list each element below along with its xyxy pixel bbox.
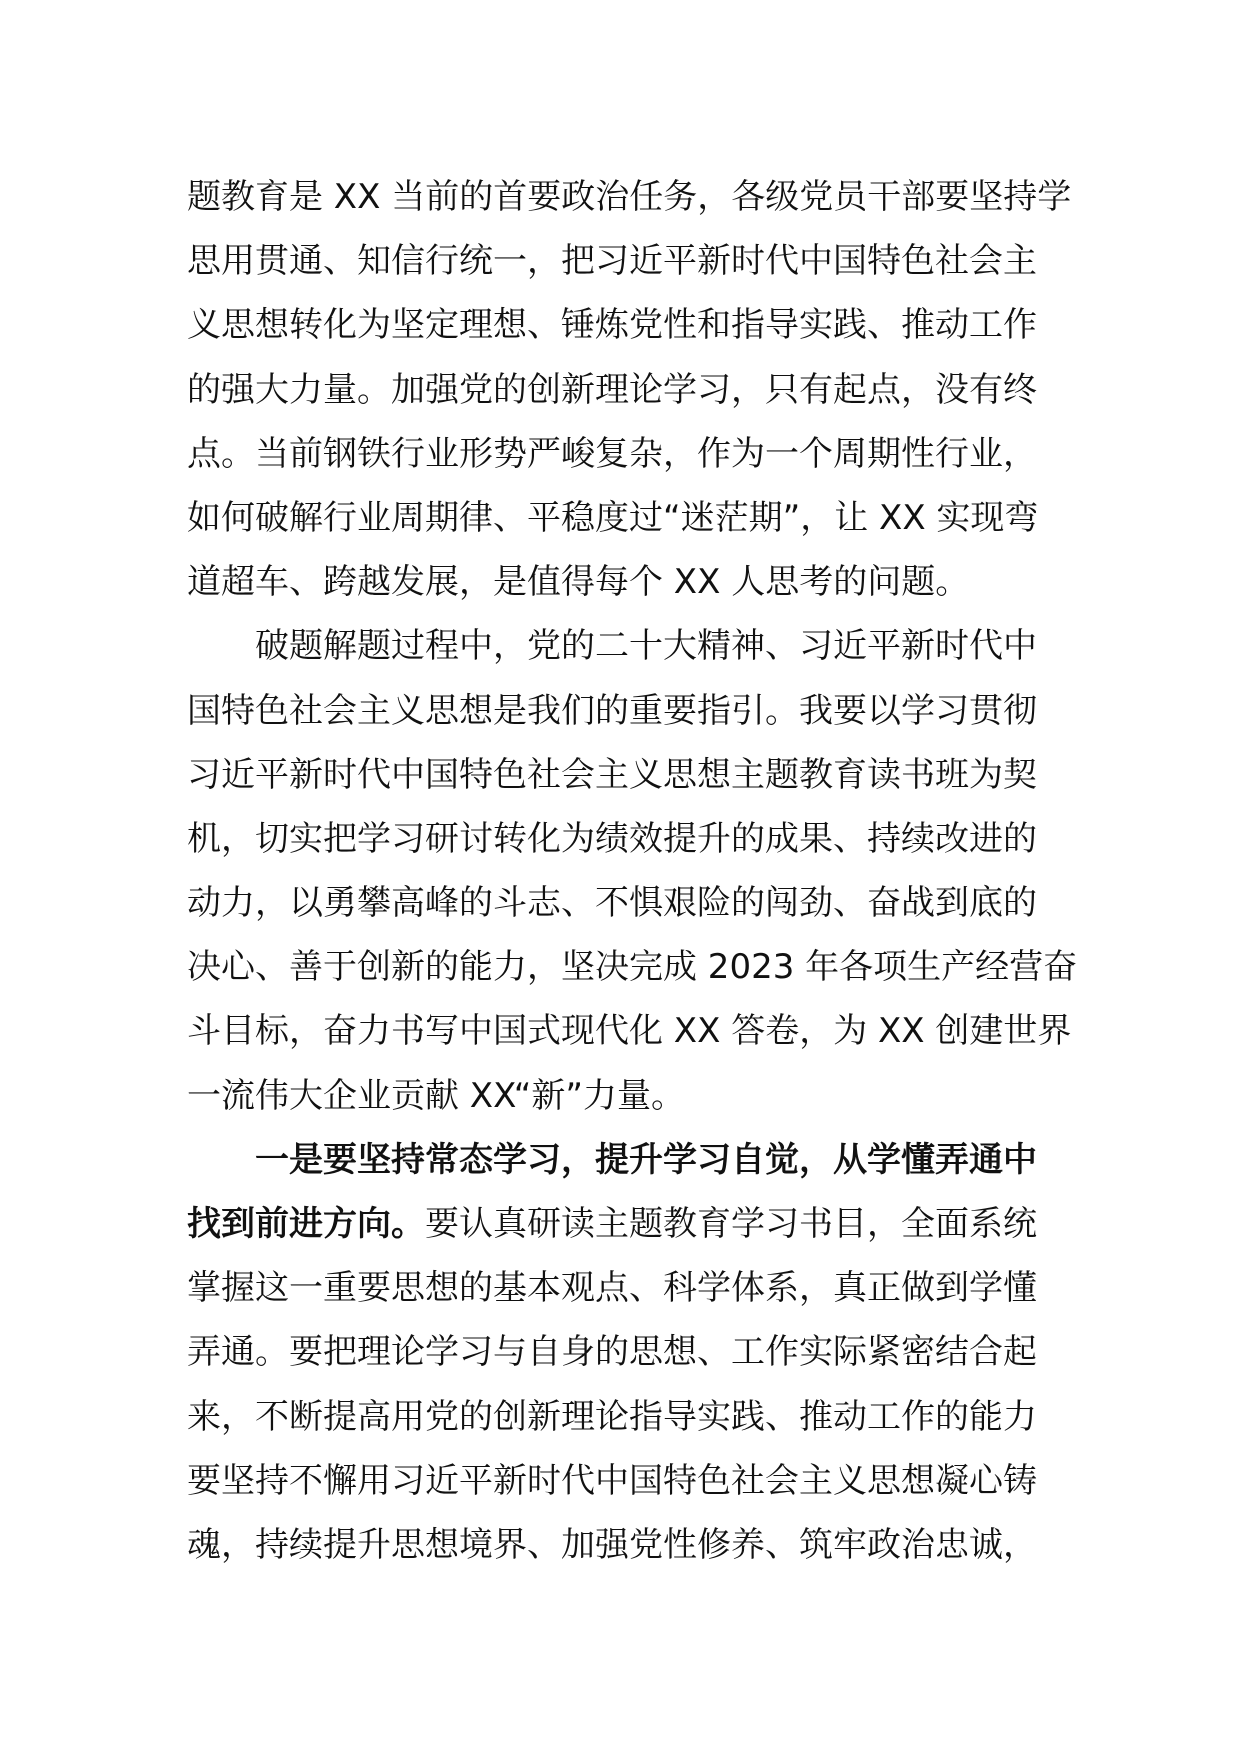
paragraph-line: 道超车、跨越发展，是值得每个 XX 人思考的问题。 xyxy=(187,562,970,603)
section-heading-line: 一是要坚持常态学习，提升学习自觉，从学懂弄通中 xyxy=(255,1139,1037,1180)
paragraph-line: 一流伟大企业贡献 XX“新”力量。 xyxy=(187,1075,685,1116)
paragraph-line: 来，不断提高用党的创新理论指导实践、推动工作的能力 xyxy=(187,1396,1037,1437)
paragraph-line: 要坚持不懈用习近平新时代中国特色社会主义思想凝心铸 xyxy=(187,1460,1037,1501)
paragraph-line: 掌握这一重要思想的基本观点、科学体系，真正做到学懂 xyxy=(187,1268,1037,1309)
section-text: 要认真研读主题教育学习书目，全面系统 xyxy=(425,1204,1037,1244)
section-heading-continuation xyxy=(187,1192,1055,1256)
paragraph-first-line: 破题解题过程中，党的二十大精神、习近平新时代中 xyxy=(255,626,1037,667)
paragraph-line: 国特色社会主义思想是我们的重要指引。我要以学习贯彻 xyxy=(187,690,1037,731)
paragraph-line: 义思想转化为坚定理想、锤炼党性和指导实践、推动工作 xyxy=(187,305,1037,346)
paragraph-line: 斗目标，奋力书写中国式现代化 XX 答卷，为 XX 创建世界 xyxy=(187,1011,1072,1052)
paragraph-line: 思用贯通、知信行统一，把习近平新时代中国特色社会主 xyxy=(187,241,1037,282)
paragraph-line: 题教育是 XX 当前的首要政治任务，各级党员干部要坚持学 xyxy=(187,177,1072,217)
paragraph-line: 习近平新时代中国特色社会主义思想主题教育读书班为契 xyxy=(187,754,1037,795)
section-heading-bold: 找到前进方向。 xyxy=(187,1204,425,1244)
paragraph-line: 动力，以勇攀高峰的斗志、不惧艰险的闯劲、奋战到底的 xyxy=(187,883,1037,924)
paragraph-line: 的强大力量。加强党的创新理论学习，只有起点，没有终 xyxy=(187,369,1037,410)
paragraph-line: 点。当前钢铁行业形势严峻复杂，作为一个周期性行业， xyxy=(187,433,1037,474)
paragraph-line: 如何破解行业周期律、平稳度过“迷茫期”，让 XX 实现弯 xyxy=(187,497,1039,538)
paragraph-line: 魂，持续提升思想境界、加强党性修养、筑牢政治忠诚， xyxy=(187,1524,1037,1565)
paragraph-line: 弄通。要把理论学习与自身的思想、工作实际紧密结合起 xyxy=(187,1332,1037,1373)
paragraph-line: 决心、善于创新的能力，坚决完成 2023 年各项生产经营奋 xyxy=(187,947,1078,988)
paragraph-line: 机，切实把学习研讨转化为绩效提升的成果、持续改进的 xyxy=(187,818,1037,859)
document-body xyxy=(187,165,1078,1577)
